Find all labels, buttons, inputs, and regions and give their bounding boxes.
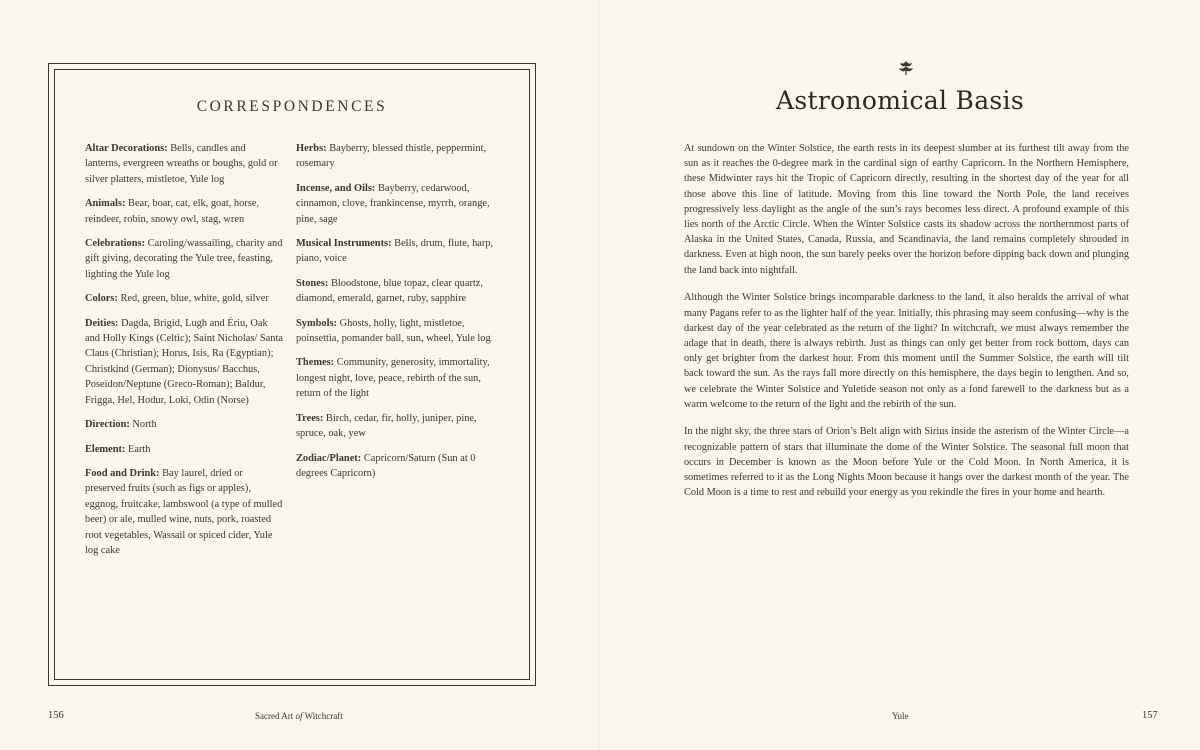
- fleuron-icon: [897, 60, 915, 76]
- paragraph: At sundown on the Winter Solstice, the earth rests in its deepest slumber at its furthest tilt away from the sun as it reaches the 0-degree mark in the cardinal sign of earthy Capricorn. In the Northern Hemisphere, these Midwinter rays hit the Tropic of Capricorn directly, resulting in the shortest day of the year for all those above this line of latitude. Moving from this line toward the North Pole, the land receives progressively less daylight as the angle of the sun’s rays becomes less direct. A profound example of this lies north of the Arctic Circle. When the Winter Solstice casts its shadow across the northernmost parts of Alaska in the United States, Canada, Russia, and Scandinavia, the land remains completely shrouded in darkness. Even at high noon, the sun barely peeks over the horizon before dipping back down and plunging the land back into nightfall.: [684, 143, 1129, 276]
- entry-label: Themes:: [296, 357, 335, 369]
- running-head-part: Witchcraft: [302, 711, 343, 721]
- list-item: [296, 355, 496, 401]
- list-item: [85, 417, 283, 432]
- paragraph: In the night sky, the three stars of Orion’s Belt align with Sirius inside the asterism of the Winter Circle—a recognizable pattern of stars that illuminate the dome of the Winter Solstice. The seasonal full moon that occurs in December is known as the Moon before Yule or the Cold Moon. In North America, it is sometimes referred to it as the Long Nights Moon because it hangs over the darkest month of the year. The Cold Moon is a time to rest and rebuild your energy as you rekindle the fires in your home and hearth.: [684, 426, 1129, 499]
- page-number-right: 157: [1142, 710, 1158, 721]
- entry-label: Colors:: [85, 293, 118, 305]
- list-item: [296, 411, 496, 442]
- list-item: [296, 236, 496, 267]
- entry-text: Bloodstone, blue topaz, clear quartz, diamond, emerald, garnet, ruby, sapphire: [296, 277, 483, 305]
- entry-text: Dagda, Brigid, Lugh and Ériu, Oak and Holly Kings (Celtic); Saint Nicholas/ Santa Claus (Christian); Horus, Isis, Ra (Egyptian); Christkind (German); Dionysus/ Bacchus, Poseidon/Neptune (Greco-Roman); Baldur, Frigga, Hel, Hodur, Loki, Odin (Norse): [85, 317, 283, 406]
- entry-text: Capricorn/Saturn (Sun at 0 degrees Capricorn): [296, 452, 476, 479]
- list-item: [85, 291, 283, 306]
- correspondences-title: CORRESPONDENCES: [196, 98, 388, 115]
- running-head-right: Yule: [892, 711, 909, 721]
- entry-text: Bells, drum, flute, harp, piano, voice: [296, 238, 494, 265]
- entry-label: Trees:: [296, 412, 324, 424]
- list-item: [296, 181, 496, 227]
- correspondences-box: [48, 63, 536, 686]
- list-item: [296, 276, 496, 307]
- entry-text: Bells, candles and lanterns, evergreen wreaths or boughs, gold or silver platters, mistletoe, Yule log: [85, 143, 278, 185]
- page-title: Astronomical Basis: [776, 86, 1024, 115]
- entry-label: Incense, and Oils:: [296, 182, 376, 194]
- correspondences-right-column: [296, 141, 496, 490]
- list-item: [85, 442, 283, 457]
- entry-label: Food and Drink:: [85, 467, 160, 479]
- running-head-italic: of: [295, 711, 303, 721]
- list-item: [85, 196, 283, 227]
- paragraph: Although the Winter Solstice brings incomparable darkness to the land, it also heralds the arrival of what many Pagans refer to as the lighter half of the year. Initially, this phrasing may seem confusing—why is the darkest day of the year celebrated as the return of the light? In witchcraft, we must always remember the adage that in death, there is always rebirth. Just as things can only get better from rock bottom, days can only get brighter from the darkest hour. From this moment until the Summer Solstice, the earth will tilt back toward the sun. As the rays fall more directly on this hemisphere, the days begin to lengthen. And so, we celebrate the Winter Solstice and Yuletide season not only as a fond farewell to the darkness but as a warm welcome to the return of the light and the rebirth of the sun.: [684, 292, 1129, 410]
- entry-text: Red, green, blue, white, gold, silver: [117, 293, 269, 305]
- entry-text: Bear, boar, cat, elk, goat, horse, reindeer, robin, snowy owl, stag, wren: [85, 198, 260, 225]
- entry-label: Celebrations:: [85, 238, 146, 250]
- entry-text: Birch, cedar, fir, holly, juniper, pine, spruce, oak, yew: [296, 412, 477, 440]
- entry-label: Stones:: [296, 277, 329, 289]
- right-page: [600, 0, 1200, 750]
- entry-label: Symbols:: [296, 317, 337, 329]
- entry-text: Bayberry, cedarwood, cinnamon, clove, frankincense, myrrh, orange, pine, sage: [296, 182, 490, 225]
- running-head-left: [255, 711, 343, 721]
- entry-text: Caroling/wassailing, charity and gift giving, decorating the Yule tree, feasting, lighting the Yule log: [85, 238, 283, 280]
- list-item: [85, 316, 283, 408]
- entry-label: Element:: [85, 443, 126, 455]
- entry-text: Bay laurel, dried or preserved fruits (such as figs or apples), eggnog, fruitcake, lambswool (a type of mulled beer) or ale, mulled wine, nuts, pork, roasted root vegetables, Wassail or spiced cider, Yule log cake: [85, 467, 283, 556]
- entry-text: Earth: [125, 443, 151, 455]
- list-item: [85, 466, 283, 558]
- list-item: [296, 141, 496, 172]
- entry-label: Altar Decorations:: [85, 143, 168, 154]
- entry-label: Herbs:: [296, 143, 327, 154]
- entry-text: Bayberry, blessed thistle, peppermint, rosemary: [296, 143, 487, 170]
- list-item: [296, 451, 496, 482]
- entry-label: Animals:: [85, 198, 126, 210]
- entry-text: North: [129, 419, 157, 431]
- running-head-part: Sacred Art: [255, 711, 296, 721]
- list-item: [85, 236, 283, 282]
- entry-label: Musical Instruments:: [296, 238, 392, 250]
- list-item: [85, 141, 283, 187]
- correspondences-left-column: [85, 141, 283, 567]
- entry-text: Community, generosity, immortality, longest night, love, peace, rebirth of the sun, return of the light: [296, 357, 490, 400]
- page-number-left: 156: [48, 710, 64, 721]
- entry-label: Zodiac/Planet:: [296, 452, 362, 464]
- body-text: [684, 141, 1129, 513]
- list-item: [296, 316, 496, 347]
- entry-label: Direction:: [85, 419, 130, 431]
- entry-label: Deities:: [85, 317, 119, 329]
- entry-text: Ghosts, holly, light, mistletoe, poinsettia, pomander ball, sun, wheel, Yule log: [296, 317, 491, 345]
